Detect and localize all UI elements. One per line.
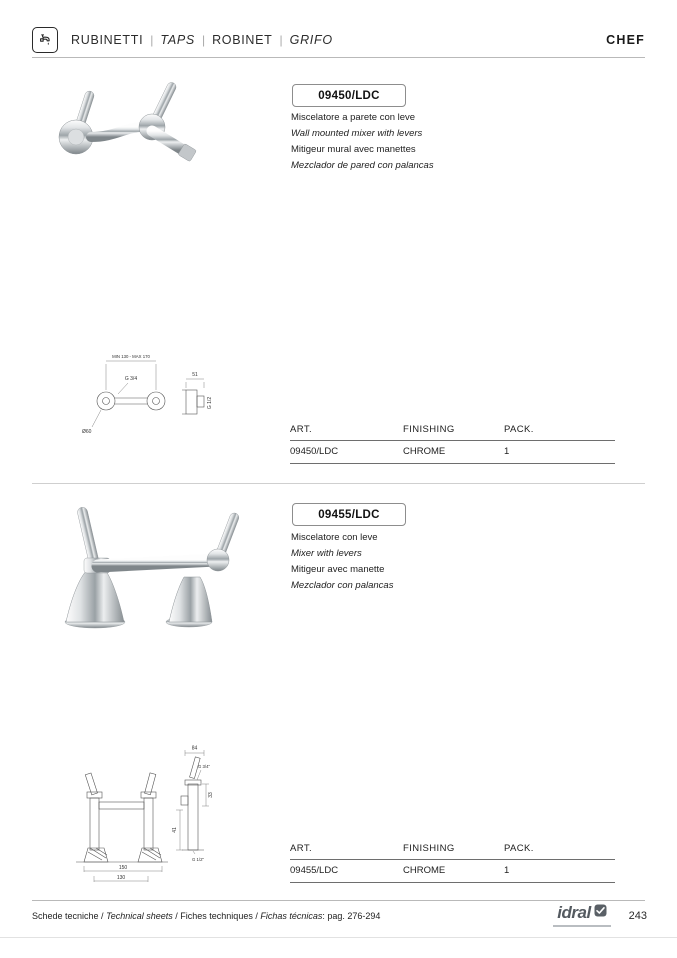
spec-table-row — [290, 860, 615, 883]
spec-table-header — [290, 424, 615, 441]
description-fr: Mitigeur mural avec manettes — [291, 144, 416, 155]
product-code-badge-09455 — [292, 503, 406, 526]
cell-art: 09455/LDC — [290, 865, 339, 876]
product-code-badge-09450 — [292, 84, 406, 107]
cell-finishing: CHROME — [403, 446, 446, 457]
spec-table-09450 — [290, 424, 615, 464]
footer-part: / Fiches techniques / — [172, 911, 261, 921]
dim-label-span: MIN 130 - MAX 170 — [112, 354, 150, 359]
technical-drawing-09450 — [76, 346, 216, 443]
description-it: Miscelatore con leve — [291, 532, 378, 543]
description-es: Mezclador de pared con palancas — [291, 160, 434, 171]
header — [32, 26, 645, 54]
footer-reference — [32, 911, 380, 921]
product-descriptions-09450 — [291, 110, 434, 174]
description-fr: Mitigeur avec manette — [291, 564, 385, 575]
page-bottom-edge — [0, 937, 677, 938]
product-code: 09455/LDC — [318, 508, 380, 521]
description-en: Mixer with levers — [291, 548, 362, 559]
product-descriptions-09455 — [291, 530, 393, 594]
separator: | — [279, 33, 283, 47]
col-pack: PACK. — [504, 424, 534, 435]
description-es: Mezclador con palancas — [291, 580, 394, 591]
dim-label-thread-bottom: G 1/2" — [191, 857, 205, 862]
header-word-rubinetti: RUBINETTI — [71, 33, 144, 47]
cell-pack: 1 — [504, 865, 510, 876]
dim-label-33: 33 — [208, 792, 214, 798]
dim-label-84: 84 — [191, 745, 198, 752]
footer-rule — [32, 900, 645, 901]
brand-logo — [553, 903, 611, 927]
footer-part: Schede tecniche / — [32, 911, 107, 921]
dim-label-150: 150 — [118, 865, 128, 871]
header-word-grifo: GRIFO — [289, 33, 333, 47]
brand-wordmark: idral — [557, 903, 591, 922]
col-pack: PACK. — [504, 843, 534, 854]
header-rule — [32, 57, 645, 58]
product-photo-09450 — [36, 76, 236, 183]
dim-label-41: 41 — [172, 827, 178, 833]
logo-tagline — [553, 925, 611, 927]
dim-label-130: 130 — [116, 875, 126, 881]
tap-icon — [32, 27, 58, 53]
col-art: ART. — [290, 843, 313, 854]
dim-label-thread-side: G 1/2 — [207, 396, 213, 410]
col-art: ART. — [290, 424, 313, 435]
footer-part: Fichas técnicas — [260, 911, 323, 921]
footer-part: Technical sheets — [106, 911, 173, 921]
page-number: 243 — [628, 910, 647, 922]
separator: | — [201, 33, 206, 47]
separator: | — [150, 33, 154, 47]
dim-label-51: 51 — [192, 372, 198, 378]
collection-label: CHEF — [606, 33, 645, 47]
header-word-taps: TAPS — [160, 33, 195, 47]
description-it: Miscelatore a parete con leve — [291, 112, 416, 123]
dim-label-thread-top: G 3/4" — [197, 764, 211, 769]
product-code: 09450/LDC — [318, 89, 380, 102]
logo-check-icon — [594, 904, 607, 922]
footer-part: : pag. 276-294 — [322, 911, 381, 921]
spec-table-row — [290, 441, 615, 464]
dim-label-thread-top: G 3/4 — [124, 376, 138, 382]
description-en: Wall mounted mixer with levers — [291, 128, 423, 139]
header-word-robinet: ROBINET — [212, 33, 273, 47]
cell-pack: 1 — [504, 446, 510, 457]
product-photo-09455 — [28, 498, 256, 643]
col-finishing: FINISHING — [403, 843, 455, 854]
section-divider — [32, 483, 645, 484]
cell-finishing: CHROME — [403, 865, 446, 876]
technical-drawing-09455 — [52, 740, 217, 895]
dim-label-diameter: Ø60 — [82, 429, 92, 435]
cell-art: 09450/LDC — [290, 446, 339, 457]
spec-table-09455 — [290, 843, 615, 883]
col-finishing: FINISHING — [403, 424, 455, 435]
spec-table-header — [290, 843, 615, 860]
